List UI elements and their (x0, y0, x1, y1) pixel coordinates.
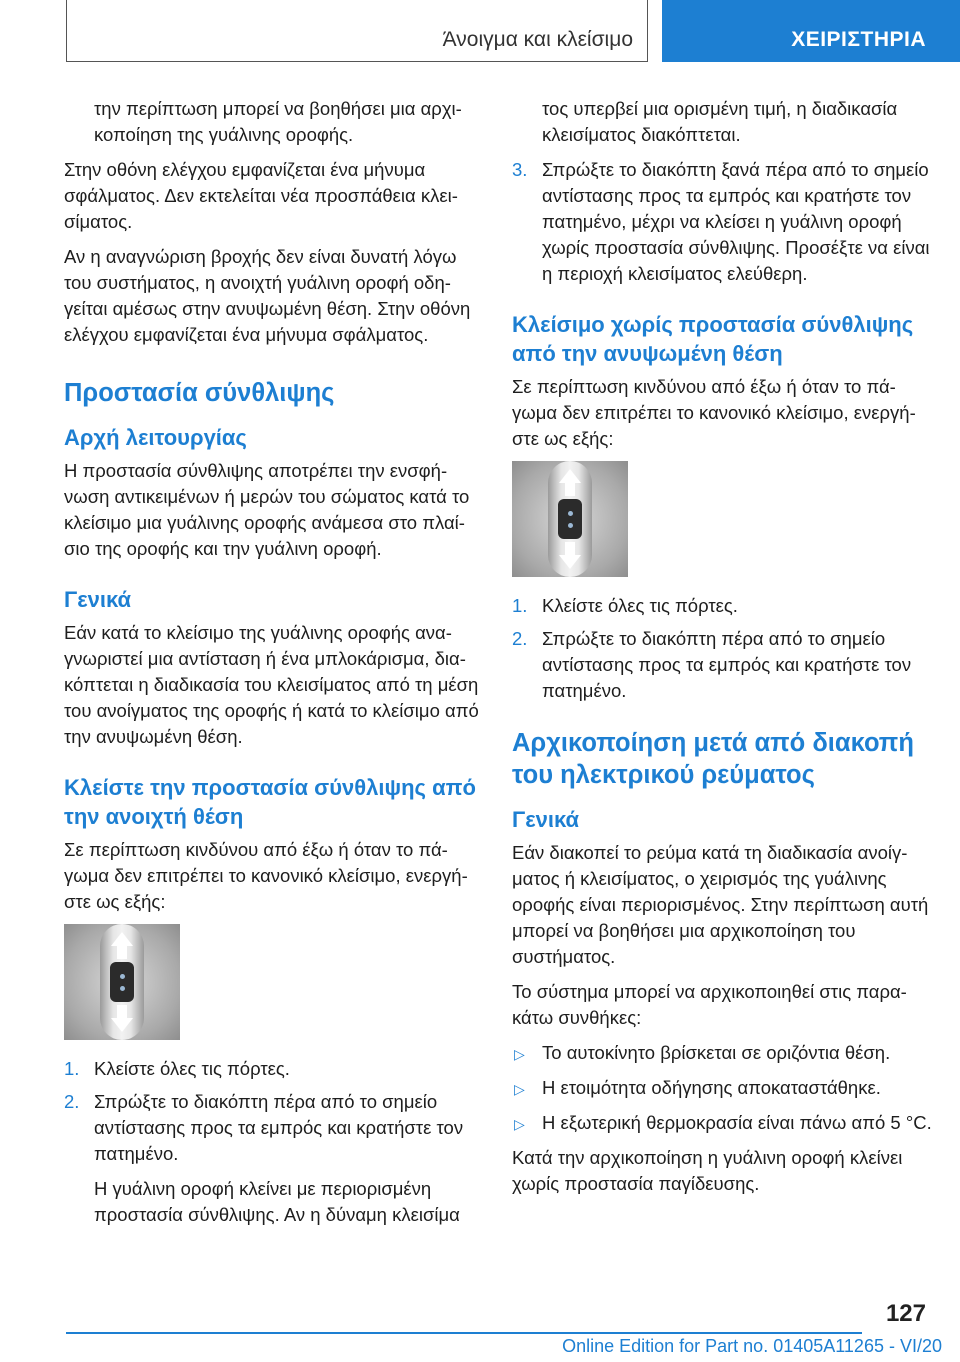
list-item: 2. Σπρώξτε το διακόπτη πέρα από το σημείο αντίστασης προς τα εμπρός και κρατήστε τον πατημένο. (64, 1091, 464, 1164)
triangle-right-icon: ▷ (514, 1081, 525, 1097)
list-item: ▷ Η εξωτερική θερμοκρασία είναι πάνω από 5 °C. (512, 1110, 932, 1136)
paragraph: Αν η αναγνώριση βροχής δεν είναι δυνατή λόγω του συστήματος, η ανοιχτή γυάλινη οροφή οδηγείται αμέσως στην ανυψωμένη θέση. Στην οθόνη ελέγχου εμφανίζεται ένα μήνυμα σφάλματος. (64, 246, 471, 345)
steps-list (512, 157, 932, 287)
section-title: Άνοιγμα και κλείσιμο (442, 28, 633, 51)
chapter-tab[interactable]: ΧΕΙΡΙΣΤΗΡΙΑ (791, 28, 926, 51)
roof-switch-icon (110, 962, 134, 1002)
paragraph: Σε περίπτωση κινδύνου από έξω ή όταν το πάγωμα δεν επιτρέπει το κανονικό κλείσιμο, ενεργήστε ως εξής: (512, 376, 916, 449)
paragraph: Σε περίπτωση κινδύνου από έξω ή όταν το πάγωμα δεν επιτρέπει το κανονικό κλείσιμο, ενεργήστε ως εξής: (64, 839, 468, 912)
roof-switch-icon (558, 499, 582, 539)
steps-list (512, 593, 932, 704)
paragraph: την περίπτωση μπορεί να βοηθήσει μια αρχικοποίηση της γυάλινης οροφής. (94, 98, 462, 145)
heading-crush-protection: Προστασία σύνθλιψης (64, 379, 335, 407)
conditions-list (512, 1040, 932, 1136)
heading-initialization: Αρχικοποίηση μετά από διακοπή του ηλεκτρικού ρεύματος (512, 729, 914, 789)
header-tab-box[interactable] (662, 0, 960, 62)
paragraph: τος υπερβεί μια ορισμένη τιμή, η διαδικασία κλεισίματος διακόπτεται. (542, 98, 898, 145)
heading-close-from-open: Κλείστε την προστασία σύνθλιψης από την ανοιχτή θέση (64, 775, 476, 829)
paragraph: Στην οθόνη ελέγχου εμφανίζεται ένα μήνυμα σφάλματος. Δεν εκτελείται νέα προσπάθεια κλεισίματος. (64, 159, 458, 232)
paragraph: Η προστασία σύνθλιψης αποτρέπει την ενσφήνωση αντικειμένων ή μερών του σώματος κατά το κλείσιμο μια γυάλινης οροφής ανάμεσα στο πλαίσιο της οροφής και την γυάλινη οροφή. (64, 460, 470, 559)
switch-illustration (64, 924, 180, 1040)
list-item: ▷ Το αυτοκίνητο βρίσκεται σε οριζόντια θέση. (512, 1040, 932, 1066)
footer-divider (66, 1332, 862, 1334)
switch-illustration (512, 461, 628, 577)
list-item: 3. Σπρώξτε το διακόπτη ξανά πέρα από το σημείο αντίστασης προς τα εμπρός και κρατήστε τον πατημένο, μέχρι να κλείσει η γυάλινη οροφή χωρίς προστασία σύνθλιψης. Προσέξτε να είναι η περιοχή κλεισίματος ελεύθερη. (512, 159, 930, 284)
paragraph: Το σύστημα μπορεί να αρχικοποιηθεί στις παρακάτω συνθήκες: (512, 981, 907, 1028)
heading-operating-principle: Αρχή λειτουργίας (64, 425, 247, 450)
list-item: 1. Κλείστε όλες τις πόρτες. (512, 595, 738, 616)
header-left-box (66, 0, 648, 62)
list-item: ▷ Η ετοιμότητα οδήγησης αποκαταστάθηκε. (512, 1075, 932, 1101)
arrow-up-icon (559, 469, 581, 483)
right-column (512, 96, 932, 1206)
arrow-up-icon (111, 932, 133, 946)
heading-general: Γενικά (64, 587, 132, 612)
arrow-down-icon (111, 1018, 133, 1032)
heading-general: Γενικά (512, 807, 580, 832)
list-item: 1. Κλείστε όλες τις πόρτες. (64, 1058, 290, 1079)
arrow-down-icon (559, 555, 581, 569)
heading-close-from-raised: Κλείσιμο χωρίς προστασία σύνθλιψης από την ανυψωμένη θέση (512, 312, 914, 366)
left-column (64, 96, 484, 1237)
page-number: 127 (885, 1300, 926, 1327)
paragraph: Εάν διακοπεί το ρεύμα κατά τη διαδικασία ανοίγματος ή κλεισίματος, ο χειρισμός της γυάλινης οροφής είναι περιορισμένος. Στην περίπτωση αυτή μπορεί να βοηθήσει μια αρχικοποίηση του συστήματος. (512, 842, 929, 967)
paragraph: Εάν κατά το κλείσιμο της γυάλινης οροφής αναγνωριστεί μια αντίσταση ή ένα μπλοκάρισμα, διακόπτεται η διαδικασία του κλεισίματος από τη μέση του ανοίγματος της οροφής ή κατά το κλείσιμο από την ανυψωμένη θέση. (64, 622, 479, 747)
paragraph: Η γυάλινη οροφή κλείνει με περιορισμένη προστασία σύνθλιψης. Αν η δύναμη κλεισίμα (94, 1178, 460, 1225)
paragraph: Κατά την αρχικοποίηση η γυάλινη οροφή κλείνει χωρίς προστασία παγίδευσης. (512, 1147, 903, 1194)
steps-list (64, 1056, 484, 1167)
triangle-right-icon: ▷ (514, 1046, 525, 1062)
triangle-right-icon: ▷ (514, 1116, 525, 1132)
list-item: 2. Σπρώξτε το διακόπτη πέρα από το σημείο αντίστασης προς τα εμπρός και κρατήστε τον πατημένο. (512, 628, 912, 701)
edition-link[interactable]: Online Edition for Part no. 01405A11265 - VI/20 (562, 1336, 942, 1356)
